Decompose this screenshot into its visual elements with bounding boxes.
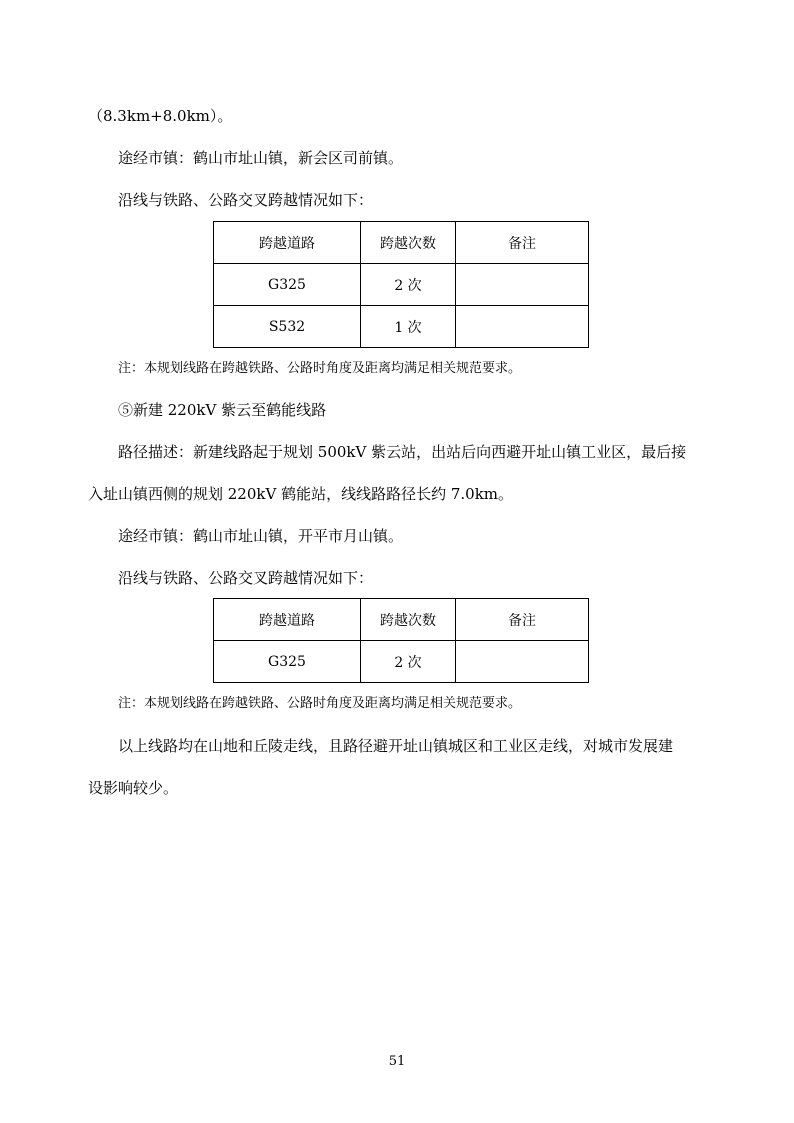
table-cell: 2 次: [361, 264, 456, 306]
paragraph-crossing-intro-2: 沿线与铁路、公路交叉跨越情况如下：: [118, 569, 374, 587]
paragraph-route-towns-1: 途经市镇：鹤山市址山镇，新会区司前镇。: [118, 149, 404, 167]
crossing-table-1: [213, 221, 589, 348]
table-cell: G325: [214, 264, 361, 306]
table-cell: 2 次: [361, 641, 456, 683]
table-header-cell: 备注: [456, 222, 589, 264]
table-cell: [456, 641, 589, 683]
paragraph-crossing-intro-1: 沿线与铁路、公路交叉跨越情况如下：: [118, 191, 374, 209]
table-header-cell: 跨越次数: [361, 599, 456, 641]
table-row: [214, 641, 589, 683]
crossing-table-2: [213, 598, 589, 683]
section-heading: ⑤新建 220kV 紫云至鹤能线路: [118, 401, 327, 419]
paragraph-route-description-line2: 入址山镇西侧的规划 220kV 鹤能站，线线路路径长约 7.0km。: [88, 485, 514, 503]
table-header-cell: 跨越次数: [361, 222, 456, 264]
table-note-1: 注：本规划线路在跨越铁路、公路时角度及距离均满足相关规范要求。: [118, 361, 522, 376]
paragraph-route-description-line1: 路径描述：新建线路起于规划 500kV 紫云站，出站后向西避开址山镇工业区，最后接: [118, 443, 687, 461]
table-header-cell: 跨越道路: [214, 222, 361, 264]
table-note-2: 注：本规划线路在跨越铁路、公路时角度及距离均满足相关规范要求。: [118, 696, 522, 711]
table-cell: S532: [214, 306, 361, 348]
table-header-cell: 跨越道路: [214, 599, 361, 641]
page-number: 51: [388, 1054, 406, 1069]
paragraph-length-continuation: （8.3km+8.0km）。: [88, 107, 233, 125]
table-header-cell: 备注: [456, 599, 589, 641]
table-row: [214, 306, 589, 348]
paragraph-summary-line1: 以上线路均在山地和丘陵走线，且路径避开址山镇城区和工业区走线，对城市发展建: [118, 737, 674, 755]
table-row: [214, 264, 589, 306]
table-cell: 1 次: [361, 306, 456, 348]
table-cell: [456, 306, 589, 348]
table-header-row: [214, 222, 589, 264]
table-cell: G325: [214, 641, 361, 683]
table-header-row: [214, 599, 589, 641]
table-cell: [456, 264, 589, 306]
paragraph-summary-line2: 设影响较少。: [88, 779, 179, 797]
paragraph-route-towns-2: 途经市镇：鹤山市址山镇，开平市月山镇。: [118, 527, 404, 545]
